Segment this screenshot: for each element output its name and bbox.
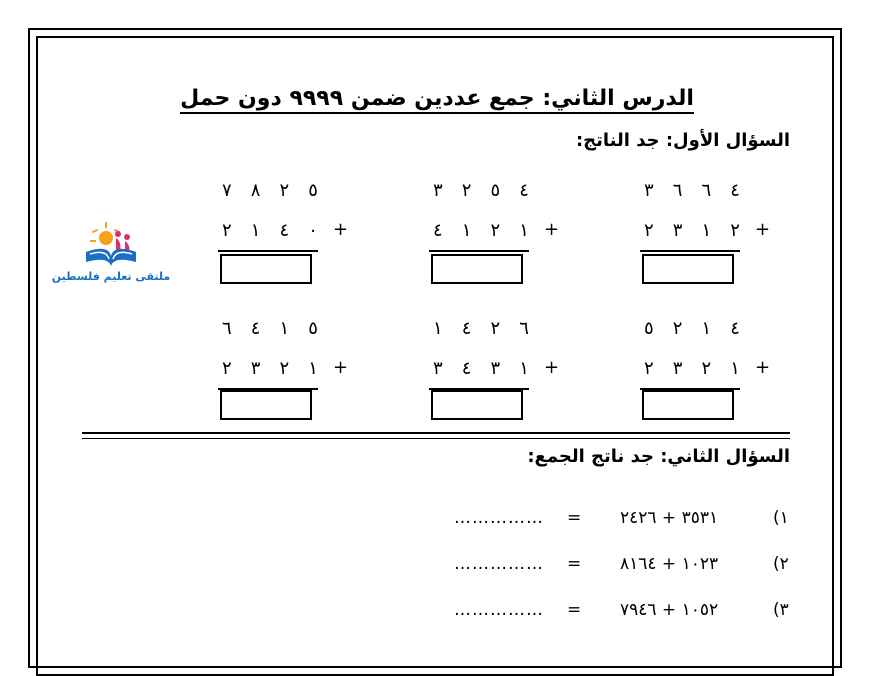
digit: ٢: [701, 358, 712, 379]
digit: ١: [519, 358, 529, 379]
digit: ٤: [519, 180, 529, 201]
question2-heading: السؤال الثاني: جد ناتج الجمع:: [527, 446, 790, 467]
problem-6: [644, 318, 774, 388]
equals-sign: =: [567, 508, 582, 528]
equals-sign: =: [567, 600, 582, 620]
plus-sign: +: [544, 219, 560, 240]
question1-heading: السؤال الأول: جد الناتج:: [575, 130, 790, 151]
digit: ٥: [644, 318, 654, 339]
problem-5-bottom-number: [433, 358, 529, 379]
answer-box-5[interactable]: [431, 390, 523, 420]
digit: ١: [250, 220, 261, 241]
digit: ٢: [730, 220, 740, 241]
digit: ٤: [461, 358, 472, 379]
digit: ١: [308, 358, 318, 379]
problem-1-top-number: [222, 180, 318, 201]
equation-row-1: [440, 508, 800, 538]
plus-sign: +: [755, 219, 771, 240]
digit: ٣: [672, 220, 683, 241]
digit: ٢: [644, 220, 654, 241]
digit: ٢: [222, 358, 232, 379]
plus-sign: +: [755, 357, 771, 378]
digit: ٣: [672, 358, 683, 379]
digit: ١: [701, 318, 712, 339]
digit: ٣: [250, 358, 261, 379]
digit: ٥: [308, 180, 318, 201]
section-divider: [82, 432, 790, 434]
digit: ٤: [250, 318, 261, 339]
answer-box-3[interactable]: [642, 254, 734, 284]
site-logo: [46, 218, 176, 288]
digit: ٨: [250, 180, 261, 201]
digit: ٣: [433, 358, 443, 379]
digit: ٤: [461, 318, 472, 339]
digit: ١: [730, 358, 740, 379]
problem-3-bottom-number: [644, 220, 740, 241]
digit: ٢: [644, 358, 654, 379]
item-number: ٣): [773, 600, 789, 620]
plus-sign: +: [544, 357, 560, 378]
sum-line: [218, 250, 318, 252]
digit: ٢: [461, 180, 472, 201]
digit: ١: [279, 318, 290, 339]
logo-text: ملتقى تعليم فلسطين: [51, 270, 171, 283]
answer-blank[interactable]: ……………: [454, 508, 544, 528]
digit: ٢: [222, 220, 232, 241]
problem-5: [433, 318, 563, 388]
problem-1-bottom-number: [222, 220, 318, 241]
digit: ١: [519, 220, 529, 241]
digit: ٣: [433, 180, 443, 201]
plus-sign: +: [333, 357, 349, 378]
digit: ٥: [308, 318, 318, 339]
answer-blank[interactable]: ……………: [454, 600, 544, 620]
problem-2-bottom-number: [433, 220, 529, 241]
digit: ١: [433, 318, 443, 339]
digit: ٤: [730, 318, 740, 339]
sum-line: [429, 250, 529, 252]
digit: ١: [701, 220, 712, 241]
addition-expression: ١٠٢٣ + ٨١٦٤: [620, 554, 719, 574]
problem-1: [222, 180, 352, 250]
digit: ٣: [490, 358, 501, 379]
digit: ٢: [279, 180, 290, 201]
lesson-title-text: الدرس الثاني: جمع عددين ضمن ٩٩٩٩ دون حمل: [180, 86, 694, 114]
addition-expression: ٣٥٣١ + ٢٤٢٦: [620, 508, 719, 528]
problem-4: [222, 318, 352, 388]
answer-blank[interactable]: ……………: [454, 554, 544, 574]
digit: ٤: [433, 220, 443, 241]
problem-6-bottom-number: [644, 358, 740, 379]
digit: ٣: [644, 180, 654, 201]
problem-4-bottom-number: [222, 358, 318, 379]
digit: ٦: [519, 318, 529, 339]
problem-4-top-number: [222, 318, 318, 339]
problem-2: [433, 180, 563, 250]
lesson-title: [0, 86, 874, 111]
digit: ٥: [490, 180, 501, 201]
digit: ٦: [701, 180, 712, 201]
answer-box-4[interactable]: [220, 390, 312, 420]
digit: ٠: [308, 220, 318, 241]
digit: ٢: [672, 318, 683, 339]
equation-row-2: [440, 554, 800, 584]
answer-box-6[interactable]: [642, 390, 734, 420]
problem-3-top-number: [644, 180, 740, 201]
problem-3: [644, 180, 774, 250]
digit: ٢: [490, 220, 501, 241]
addition-expression: ١٠٥٢ + ٧٩٤٦: [620, 600, 719, 620]
problem-6-top-number: [644, 318, 740, 339]
equals-sign: =: [567, 554, 582, 574]
item-number: ١): [773, 508, 789, 528]
problem-5-top-number: [433, 318, 529, 339]
item-number: ٢): [773, 554, 789, 574]
digit: ١: [461, 220, 472, 241]
digit: ٦: [672, 180, 683, 201]
answer-box-1[interactable]: [220, 254, 312, 284]
digit: ٤: [279, 220, 290, 241]
problem-2-top-number: [433, 180, 529, 201]
equation-row-3: [440, 600, 800, 630]
digit: ٧: [222, 180, 232, 201]
digit: ٤: [730, 180, 740, 201]
digit: ٢: [490, 318, 501, 339]
sum-line: [640, 250, 740, 252]
plus-sign: +: [333, 219, 349, 240]
digit: ٦: [222, 318, 232, 339]
answer-box-2[interactable]: [431, 254, 523, 284]
open-book-sun-icon: [46, 218, 176, 270]
section-divider-thin: [82, 438, 790, 439]
digit: ٢: [279, 358, 290, 379]
